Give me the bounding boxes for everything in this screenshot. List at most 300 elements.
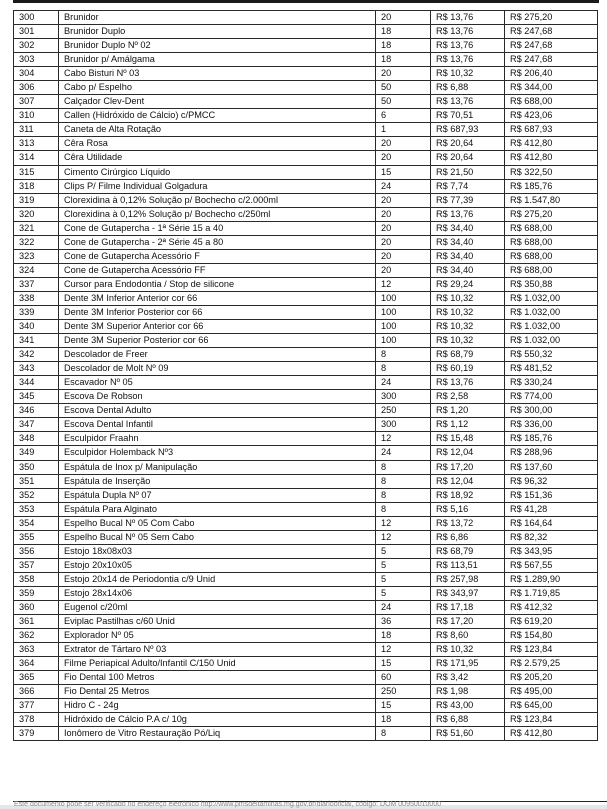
item-code-cell: 339: [14, 305, 59, 319]
item-unit-price-cell: R$ 13,72: [431, 516, 505, 530]
item-total-cell: R$ 343,95: [505, 544, 598, 558]
item-description-cell: Explorador Nº 05: [59, 629, 376, 643]
item-total-cell: R$ 164,64: [505, 516, 598, 530]
item-description-cell: Espátula Dupla Nº 07: [59, 488, 376, 502]
table-row: [14, 727, 598, 741]
item-total-cell: R$ 645,00: [505, 699, 598, 713]
item-code-cell: 320: [14, 207, 59, 221]
table-row: [14, 179, 598, 193]
item-quantity-cell: 12: [376, 530, 431, 544]
items-table: [13, 10, 598, 741]
item-quantity-cell: 20: [376, 151, 431, 165]
item-quantity-cell: 20: [376, 193, 431, 207]
item-quantity-cell: 18: [376, 39, 431, 53]
item-code-cell: 364: [14, 657, 59, 671]
item-unit-price-cell: R$ 10,32: [431, 67, 505, 81]
item-description-cell: Cabo p/ Espelho: [59, 81, 376, 95]
item-quantity-cell: 5: [376, 586, 431, 600]
item-unit-price-cell: R$ 6,86: [431, 530, 505, 544]
item-quantity-cell: 15: [376, 699, 431, 713]
table-row: [14, 362, 598, 376]
table-row: [14, 600, 598, 614]
item-total-cell: R$ 206,40: [505, 67, 598, 81]
table-row: [14, 586, 598, 600]
item-quantity-cell: 12: [376, 516, 431, 530]
item-unit-price-cell: R$ 17,20: [431, 615, 505, 629]
item-total-cell: R$ 185,76: [505, 432, 598, 446]
item-code-cell: 358: [14, 572, 59, 586]
table-row: [14, 193, 598, 207]
table-row: [14, 249, 598, 263]
item-quantity-cell: 24: [376, 376, 431, 390]
item-quantity-cell: 36: [376, 615, 431, 629]
item-quantity-cell: 100: [376, 305, 431, 319]
item-unit-price-cell: R$ 34,40: [431, 263, 505, 277]
item-unit-price-cell: R$ 257,98: [431, 572, 505, 586]
item-total-cell: R$ 412,80: [505, 727, 598, 741]
item-total-cell: R$ 567,55: [505, 558, 598, 572]
table-row: [14, 291, 598, 305]
item-code-cell: 342: [14, 348, 59, 362]
item-quantity-cell: 60: [376, 671, 431, 685]
item-unit-price-cell: R$ 60,19: [431, 362, 505, 376]
item-code-cell: 344: [14, 376, 59, 390]
item-code-cell: 319: [14, 193, 59, 207]
item-description-cell: Filme Periapical Adulto/Infantil C/150 Unid: [59, 657, 376, 671]
item-quantity-cell: 100: [376, 320, 431, 334]
item-unit-price-cell: R$ 687,93: [431, 123, 505, 137]
item-code-cell: 324: [14, 263, 59, 277]
item-description-cell: Estojo 20x14 de Periodontia c/9 Unid: [59, 572, 376, 586]
item-description-cell: Espátula de Inox p/ Manipulação: [59, 460, 376, 474]
item-code-cell: 340: [14, 320, 59, 334]
table-row: [14, 558, 598, 572]
item-unit-price-cell: R$ 13,76: [431, 25, 505, 39]
item-total-cell: R$ 330,24: [505, 376, 598, 390]
table-row: [14, 418, 598, 432]
item-unit-price-cell: R$ 343,97: [431, 586, 505, 600]
table-row: [14, 671, 598, 685]
item-total-cell: R$ 205,20: [505, 671, 598, 685]
item-total-cell: R$ 336,00: [505, 418, 598, 432]
item-unit-price-cell: R$ 18,92: [431, 488, 505, 502]
item-total-cell: R$ 495,00: [505, 685, 598, 699]
item-total-cell: R$ 247,68: [505, 25, 598, 39]
item-total-cell: R$ 688,00: [505, 249, 598, 263]
item-code-cell: 310: [14, 109, 59, 123]
item-description-cell: Dente 3M Superior Posterior cor 66: [59, 334, 376, 348]
item-quantity-cell: 50: [376, 81, 431, 95]
item-description-cell: Cêra Rosa: [59, 137, 376, 151]
item-quantity-cell: 20: [376, 11, 431, 25]
item-description-cell: Estojo 18x08x03: [59, 544, 376, 558]
item-description-cell: Dente 3M Inferior Posterior cor 66: [59, 305, 376, 319]
item-description-cell: Hidro C - 24g: [59, 699, 376, 713]
item-quantity-cell: 5: [376, 558, 431, 572]
item-description-cell: Brunidor p/ Amálgama: [59, 53, 376, 67]
table-row: [14, 165, 598, 179]
item-code-cell: 357: [14, 558, 59, 572]
table-row: [14, 502, 598, 516]
item-description-cell: Cêra Utilidade: [59, 151, 376, 165]
item-quantity-cell: 12: [376, 277, 431, 291]
item-description-cell: Espátula Para Alginato: [59, 502, 376, 516]
table-row: [14, 137, 598, 151]
item-unit-price-cell: R$ 13,76: [431, 376, 505, 390]
table-row: [14, 699, 598, 713]
item-total-cell: R$ 123,84: [505, 643, 598, 657]
item-total-cell: R$ 247,68: [505, 53, 598, 67]
item-description-cell: Clips P/ Filme Individual Golgadura: [59, 179, 376, 193]
item-description-cell: Brunidor Duplo: [59, 25, 376, 39]
item-unit-price-cell: R$ 13,76: [431, 207, 505, 221]
item-unit-price-cell: R$ 77,39: [431, 193, 505, 207]
item-code-cell: 345: [14, 390, 59, 404]
item-total-cell: R$ 412,80: [505, 151, 598, 165]
table-row: [14, 713, 598, 727]
item-unit-price-cell: R$ 1,98: [431, 685, 505, 699]
item-total-cell: R$ 185,76: [505, 179, 598, 193]
item-description-cell: Clorexidina à 0,12% Solução p/ Bochecho c/2.000ml: [59, 193, 376, 207]
item-total-cell: R$ 687,93: [505, 123, 598, 137]
table-row: [14, 488, 598, 502]
item-description-cell: Espátula de Inserção: [59, 474, 376, 488]
item-code-cell: 300: [14, 11, 59, 25]
item-unit-price-cell: R$ 68,79: [431, 348, 505, 362]
item-quantity-cell: 24: [376, 179, 431, 193]
footer-verification-text: Este documento pode ser verificado no endereço eletrônico http://www.pmsdeltaminas.mg.gov.br/diariooficial, código: DOM 00950010000: [14, 801, 442, 808]
item-total-cell: R$ 1.032,00: [505, 320, 598, 334]
item-unit-price-cell: R$ 8,60: [431, 629, 505, 643]
item-code-cell: 366: [14, 685, 59, 699]
item-code-cell: 322: [14, 235, 59, 249]
item-code-cell: 306: [14, 81, 59, 95]
table-row: [14, 685, 598, 699]
item-quantity-cell: 15: [376, 165, 431, 179]
item-unit-price-cell: R$ 1,12: [431, 418, 505, 432]
item-description-cell: Callen (Hidróxido de Cálcio) c/PMCC: [59, 109, 376, 123]
table-row: [14, 81, 598, 95]
item-code-cell: 351: [14, 474, 59, 488]
table-row: [14, 151, 598, 165]
item-code-cell: 313: [14, 137, 59, 151]
item-code-cell: 350: [14, 460, 59, 474]
item-description-cell: Cone de Gutapercha Acessório FF: [59, 263, 376, 277]
item-description-cell: Dente 3M Superior Anterior cor 66: [59, 320, 376, 334]
item-code-cell: 365: [14, 671, 59, 685]
table-row: [14, 207, 598, 221]
item-code-cell: 356: [14, 544, 59, 558]
table-row: [14, 109, 598, 123]
item-code-cell: 379: [14, 727, 59, 741]
item-quantity-cell: 12: [376, 432, 431, 446]
item-quantity-cell: 8: [376, 727, 431, 741]
item-quantity-cell: 20: [376, 235, 431, 249]
table-row: [14, 404, 598, 418]
item-code-cell: 354: [14, 516, 59, 530]
item-unit-price-cell: R$ 6,88: [431, 81, 505, 95]
item-total-cell: R$ 619,20: [505, 615, 598, 629]
item-unit-price-cell: R$ 15,48: [431, 432, 505, 446]
item-unit-price-cell: R$ 3,42: [431, 671, 505, 685]
item-total-cell: R$ 688,00: [505, 95, 598, 109]
table-row: [14, 263, 598, 277]
item-quantity-cell: 12: [376, 643, 431, 657]
item-total-cell: R$ 1.032,00: [505, 305, 598, 319]
item-code-cell: 341: [14, 334, 59, 348]
item-code-cell: 321: [14, 221, 59, 235]
item-unit-price-cell: R$ 13,76: [431, 11, 505, 25]
item-quantity-cell: 20: [376, 207, 431, 221]
item-total-cell: R$ 151,36: [505, 488, 598, 502]
item-quantity-cell: 8: [376, 488, 431, 502]
item-code-cell: 360: [14, 600, 59, 614]
item-total-cell: R$ 1.547,80: [505, 193, 598, 207]
item-quantity-cell: 8: [376, 460, 431, 474]
item-total-cell: R$ 41,28: [505, 502, 598, 516]
item-description-cell: Esculpidor Holemback Nº3: [59, 446, 376, 460]
item-description-cell: Escavador Nº 05: [59, 376, 376, 390]
item-description-cell: Caneta de Alta Rotação: [59, 123, 376, 137]
table-row: [14, 657, 598, 671]
item-unit-price-cell: R$ 34,40: [431, 235, 505, 249]
item-quantity-cell: 24: [376, 446, 431, 460]
item-quantity-cell: 100: [376, 291, 431, 305]
item-quantity-cell: 15: [376, 657, 431, 671]
table-row: [14, 221, 598, 235]
item-description-cell: Espelho Bucal Nº 05 Sem Cabo: [59, 530, 376, 544]
item-total-cell: R$ 344,00: [505, 81, 598, 95]
table-row: [14, 376, 598, 390]
item-code-cell: 349: [14, 446, 59, 460]
item-total-cell: R$ 247,68: [505, 39, 598, 53]
item-description-cell: Espelho Bucal Nº 05 Com Cabo: [59, 516, 376, 530]
item-total-cell: R$ 1.032,00: [505, 291, 598, 305]
item-quantity-cell: 8: [376, 502, 431, 516]
item-code-cell: 362: [14, 629, 59, 643]
item-code-cell: 337: [14, 277, 59, 291]
item-quantity-cell: 20: [376, 67, 431, 81]
item-unit-price-cell: R$ 10,32: [431, 643, 505, 657]
table-row: [14, 123, 598, 137]
item-unit-price-cell: R$ 10,32: [431, 334, 505, 348]
item-unit-price-cell: R$ 10,32: [431, 320, 505, 334]
item-description-cell: Descolador de Molt Nº 09: [59, 362, 376, 376]
item-total-cell: R$ 96,32: [505, 474, 598, 488]
item-unit-price-cell: R$ 12,04: [431, 474, 505, 488]
item-total-cell: R$ 322,50: [505, 165, 598, 179]
item-total-cell: R$ 275,20: [505, 207, 598, 221]
item-unit-price-cell: R$ 17,18: [431, 600, 505, 614]
table-row: [14, 348, 598, 362]
item-quantity-cell: 20: [376, 263, 431, 277]
table-row: [14, 305, 598, 319]
item-code-cell: 302: [14, 39, 59, 53]
item-code-cell: 348: [14, 432, 59, 446]
item-unit-price-cell: R$ 20,64: [431, 137, 505, 151]
item-code-cell: 338: [14, 291, 59, 305]
item-code-cell: 304: [14, 67, 59, 81]
item-code-cell: 347: [14, 418, 59, 432]
item-unit-price-cell: R$ 68,79: [431, 544, 505, 558]
item-total-cell: R$ 137,60: [505, 460, 598, 474]
item-code-cell: 361: [14, 615, 59, 629]
item-unit-price-cell: R$ 2,58: [431, 390, 505, 404]
item-quantity-cell: 100: [376, 334, 431, 348]
table-row: [14, 277, 598, 291]
table-row: [14, 67, 598, 81]
item-description-cell: Escova Dental Infantil: [59, 418, 376, 432]
item-total-cell: R$ 412,80: [505, 137, 598, 151]
item-total-cell: R$ 688,00: [505, 263, 598, 277]
table-row: [14, 53, 598, 67]
item-code-cell: 352: [14, 488, 59, 502]
item-description-cell: Cone de Gutapercha - 1ª Série 15 a 40: [59, 221, 376, 235]
item-total-cell: R$ 1.719,85: [505, 586, 598, 600]
item-unit-price-cell: R$ 29,24: [431, 277, 505, 291]
item-unit-price-cell: R$ 171,95: [431, 657, 505, 671]
item-code-cell: 323: [14, 249, 59, 263]
table-row: [14, 39, 598, 53]
table-row: [14, 544, 598, 558]
item-code-cell: 303: [14, 53, 59, 67]
item-description-cell: Eugenol c/20ml: [59, 600, 376, 614]
item-unit-price-cell: R$ 1,20: [431, 404, 505, 418]
item-total-cell: R$ 300,00: [505, 404, 598, 418]
item-total-cell: R$ 688,00: [505, 221, 598, 235]
item-description-cell: Estojo 28x14x06: [59, 586, 376, 600]
item-quantity-cell: 18: [376, 25, 431, 39]
item-total-cell: R$ 82,32: [505, 530, 598, 544]
items-table-body: [14, 11, 598, 741]
item-total-cell: R$ 550,32: [505, 348, 598, 362]
table-row: [14, 334, 598, 348]
item-description-cell: Escova Dental Adulto: [59, 404, 376, 418]
table-row: [14, 446, 598, 460]
item-unit-price-cell: R$ 51,60: [431, 727, 505, 741]
item-description-cell: Cimento Cirúrgico Líquido: [59, 165, 376, 179]
item-description-cell: Eviplac Pastilhas c/60 Unid: [59, 615, 376, 629]
item-total-cell: R$ 350,88: [505, 277, 598, 291]
item-quantity-cell: 300: [376, 390, 431, 404]
item-code-cell: 314: [14, 151, 59, 165]
table-row: [14, 460, 598, 474]
item-code-cell: 307: [14, 95, 59, 109]
item-total-cell: R$ 154,80: [505, 629, 598, 643]
item-code-cell: 311: [14, 123, 59, 137]
item-unit-price-cell: R$ 34,40: [431, 221, 505, 235]
item-description-cell: Brunidor Duplo Nº 02: [59, 39, 376, 53]
item-unit-price-cell: R$ 20,64: [431, 151, 505, 165]
item-unit-price-cell: R$ 13,76: [431, 39, 505, 53]
item-code-cell: 301: [14, 25, 59, 39]
item-description-cell: Estojo 20x10x05: [59, 558, 376, 572]
item-unit-price-cell: R$ 10,32: [431, 291, 505, 305]
item-unit-price-cell: R$ 34,40: [431, 249, 505, 263]
table-row: [14, 615, 598, 629]
item-quantity-cell: 8: [376, 474, 431, 488]
item-code-cell: 343: [14, 362, 59, 376]
item-description-cell: Extrator de Tártaro Nº 03: [59, 643, 376, 657]
item-description-cell: Cursor para Endodontia / Stop de silicone: [59, 277, 376, 291]
item-description-cell: Ionômero de Vitro Restauração Pó/Liq: [59, 727, 376, 741]
table-row: [14, 320, 598, 334]
item-unit-price-cell: R$ 12,04: [431, 446, 505, 460]
item-description-cell: Cone de Gutapercha - 2ª Série 45 a 80: [59, 235, 376, 249]
item-code-cell: 363: [14, 643, 59, 657]
item-description-cell: Clorexidina à 0,12% Solução p/ Bochecho c/250ml: [59, 207, 376, 221]
item-unit-price-cell: R$ 13,76: [431, 95, 505, 109]
item-description-cell: Esculpidor Fraahn: [59, 432, 376, 446]
item-description-cell: Escova De Robson: [59, 390, 376, 404]
item-quantity-cell: 250: [376, 685, 431, 699]
item-description-cell: Brunidor: [59, 11, 376, 25]
table-row: [14, 432, 598, 446]
item-unit-price-cell: R$ 70,51: [431, 109, 505, 123]
table-row: [14, 516, 598, 530]
item-unit-price-cell: R$ 13,76: [431, 53, 505, 67]
table-row: [14, 25, 598, 39]
item-quantity-cell: 250: [376, 404, 431, 418]
item-description-cell: Calçador Clev-Dent: [59, 95, 376, 109]
item-total-cell: R$ 774,00: [505, 390, 598, 404]
item-unit-price-cell: R$ 6,88: [431, 713, 505, 727]
item-quantity-cell: 20: [376, 249, 431, 263]
item-quantity-cell: 18: [376, 713, 431, 727]
item-code-cell: 315: [14, 165, 59, 179]
item-total-cell: R$ 1.289,90: [505, 572, 598, 586]
item-description-cell: Hidróxido de Cálcio P.A c/ 10g: [59, 713, 376, 727]
item-quantity-cell: 18: [376, 53, 431, 67]
item-total-cell: R$ 481,52: [505, 362, 598, 376]
item-total-cell: R$ 688,00: [505, 235, 598, 249]
item-total-cell: R$ 412,32: [505, 600, 598, 614]
item-description-cell: Fio Dental 100 Metros: [59, 671, 376, 685]
item-quantity-cell: 50: [376, 95, 431, 109]
page-header-bar: [13, 0, 599, 3]
item-code-cell: 377: [14, 699, 59, 713]
item-quantity-cell: 18: [376, 629, 431, 643]
item-description-cell: Descolador de Freer: [59, 348, 376, 362]
table-row: [14, 629, 598, 643]
item-description-cell: Cabo Bisturi Nº 03: [59, 67, 376, 81]
item-description-cell: Dente 3M Inferior Anterior cor 66: [59, 291, 376, 305]
item-quantity-cell: 5: [376, 572, 431, 586]
item-quantity-cell: 1: [376, 123, 431, 137]
table-row: [14, 572, 598, 586]
item-code-cell: 378: [14, 713, 59, 727]
item-quantity-cell: 20: [376, 221, 431, 235]
item-unit-price-cell: R$ 43,00: [431, 699, 505, 713]
table-row: [14, 530, 598, 544]
item-total-cell: R$ 275,20: [505, 11, 598, 25]
table-row: [14, 390, 598, 404]
item-code-cell: 318: [14, 179, 59, 193]
item-unit-price-cell: R$ 10,32: [431, 305, 505, 319]
item-unit-price-cell: R$ 113,51: [431, 558, 505, 572]
item-total-cell: R$ 2.579,25: [505, 657, 598, 671]
table-row: [14, 235, 598, 249]
item-total-cell: R$ 123,84: [505, 713, 598, 727]
table-row: [14, 474, 598, 488]
item-total-cell: R$ 423,06: [505, 109, 598, 123]
item-quantity-cell: 6: [376, 109, 431, 123]
item-unit-price-cell: R$ 17,20: [431, 460, 505, 474]
item-quantity-cell: 300: [376, 418, 431, 432]
footer-strip: [0, 801, 607, 809]
item-code-cell: 355: [14, 530, 59, 544]
item-quantity-cell: 24: [376, 600, 431, 614]
